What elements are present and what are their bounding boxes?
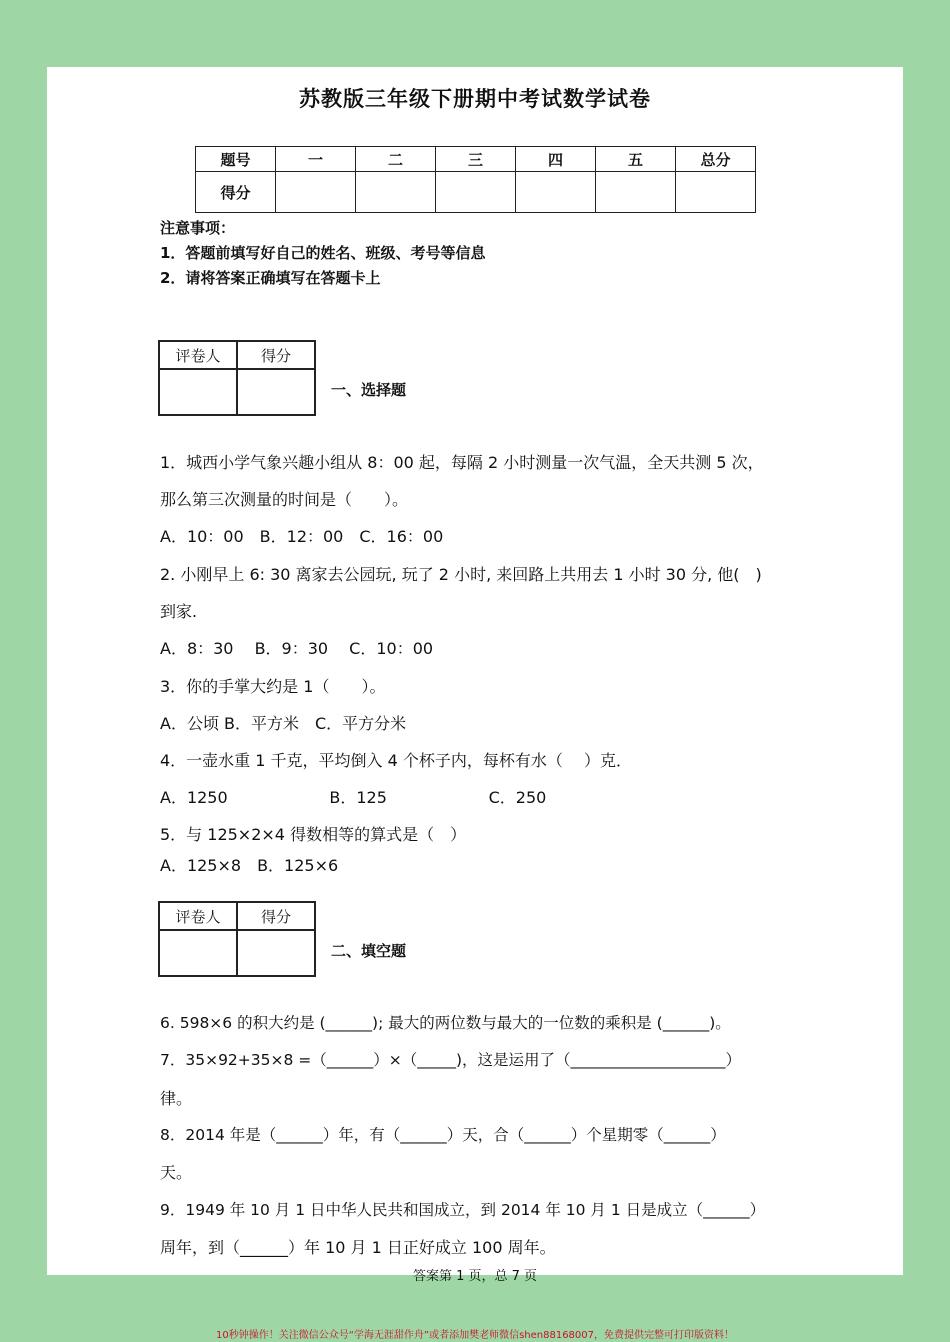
score-table-header: 三	[436, 147, 516, 172]
notes-heading: 注意事项：	[160, 219, 236, 237]
score-cell[interactable]	[276, 172, 356, 213]
grader-box	[158, 340, 316, 416]
grader-label: 评卷人	[159, 341, 237, 369]
question-line: 天。	[160, 1163, 193, 1182]
score-table-header: 题号	[196, 147, 276, 172]
question-line: A．8：30 B．9：30 C．10：00	[160, 639, 434, 658]
question-line: 律。	[160, 1089, 193, 1108]
score-table-header: 四	[516, 147, 596, 172]
grader-label: 评卷人	[159, 902, 237, 930]
question-line: 4．一壶水重 1 千克，平均倒入 4 个杯子内，每杯有水（ ）克．	[160, 751, 632, 770]
notes-item: 2．请将答案正确填写在答题卡上	[160, 269, 381, 287]
question-line: 7．35×92+35×8 =（______）×（_____)，这是运用了（____________________）	[160, 1051, 742, 1069]
question-line: 6. 598×6 的积大约是 (______); 最大的两位数与最大的一位数的乘积是 (______)。	[160, 1014, 731, 1032]
notes-item: 1．答题前填写好自己的姓名、班级、考号等信息	[160, 244, 486, 262]
grader-score-label: 得分	[237, 341, 315, 369]
question-line: 周年，到（______）年 10 月 1 日正好成立 100 周年。	[160, 1238, 556, 1257]
score-cell[interactable]	[596, 172, 676, 213]
score-cell[interactable]	[516, 172, 596, 213]
score-cell[interactable]	[436, 172, 516, 213]
score-cell[interactable]	[676, 172, 756, 213]
exam-paper	[47, 67, 903, 1284]
question-line: 9．1949 年 10 月 1 日中华人民共和国成立，到 2014 年 10 月 1 日是成立（______）	[160, 1201, 766, 1219]
question-line: 8．2014 年是（______）年，有（______）天，合（______）个星期零（______）	[160, 1126, 726, 1144]
question-line: A．10：00 B．12：00 C．16：00	[160, 527, 444, 546]
question-line: A．公顷 B．平方米 C．平方分米	[160, 714, 407, 733]
question-line: 1．城西小学气象兴趣小组从 8：00 起，每隔 2 小时测量一次气温，全天共测 5 次，	[160, 453, 764, 472]
page-title: 苏教版三年级下册期中考试数学试卷	[299, 87, 651, 111]
question-line: 那么第三次测量的时间是（ ）。	[160, 490, 409, 509]
score-table-header: 一	[276, 147, 356, 172]
question-line: A．125×8 B．125×6	[160, 856, 339, 875]
grader-cell[interactable]	[159, 930, 237, 976]
score-table	[195, 146, 756, 213]
question-line: A．1250 B．125 C．250	[160, 788, 547, 807]
question-line: 5．与 125×2×4 得数相等的算式是（ ）	[160, 825, 467, 844]
score-row-label: 得分	[196, 172, 276, 213]
promo-banner: 10秒钟操作！关注微信公众号“学海无涯甜作舟”或者添加樊老师微信shen88168007，免费提供完整可打印版资料！	[215, 1330, 735, 1341]
page-footer: 答案第 1 页，总 7 页	[412, 1269, 538, 1284]
section-title: 一、选择题	[331, 381, 407, 399]
grader-box	[158, 901, 316, 977]
score-table-header: 二	[356, 147, 436, 172]
section-title: 二、填空题	[331, 942, 407, 960]
score-table-header: 五	[596, 147, 676, 172]
score-table-header: 总分	[676, 147, 756, 172]
grader-cell[interactable]	[159, 369, 237, 415]
question-line: 2. 小刚早上 6: 30 离家去公园玩, 玩了 2 小时, 来回路上共用去 1 小时 30 分, 他( )	[160, 565, 762, 584]
grader-score-label: 得分	[237, 902, 315, 930]
grader-cell[interactable]	[237, 930, 315, 976]
grader-cell[interactable]	[237, 369, 315, 415]
score-cell[interactable]	[356, 172, 436, 213]
question-line: 到家.	[160, 602, 198, 621]
question-line: 3．你的手掌大约是 1（ ）。	[160, 677, 386, 696]
